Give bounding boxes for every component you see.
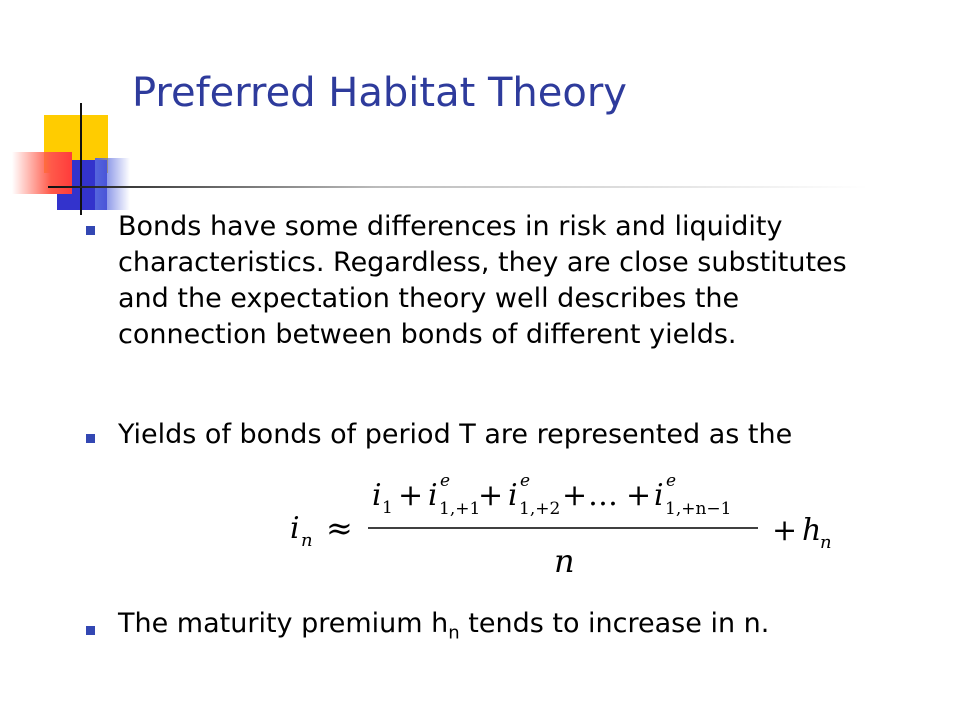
formula-num-t2-sup: e (440, 471, 451, 491)
formula-num-t4: i (654, 478, 664, 513)
formula-lhs-sub: n (301, 530, 313, 551)
formula-plus-1: + (398, 478, 424, 513)
formula-lhs-var: i (290, 511, 300, 546)
formula-plus-2: + (478, 478, 504, 513)
formula-num-t2: i (428, 478, 438, 513)
formula-rhs-var: h (802, 513, 822, 548)
formula-num-t3-sub: 1,+2 (519, 499, 561, 519)
decor-blue-fade (95, 158, 130, 210)
bullet-marker-3 (86, 626, 95, 635)
formula-denominator: n (554, 542, 575, 580)
formula-ellipsis: … (588, 478, 618, 513)
bullet-text-1: Bonds have some differences in risk and liquidity characteristics. Regardless, they are close substitutes and the expectation theory well describes the connection between bonds of different yields. (118, 211, 847, 350)
formula-approx: ≈ (326, 509, 353, 547)
formula-num-t1-sub: 1 (382, 498, 393, 518)
formula-plus-3: + (562, 478, 588, 513)
decor-vertical-line (80, 103, 82, 215)
formula-rhs-sub: n (820, 532, 832, 553)
yield-formula (282, 458, 852, 580)
title-underline (48, 186, 868, 188)
slide-title: Preferred Habitat Theory (132, 70, 627, 116)
bullet-marker-2 (86, 434, 95, 443)
formula-num-t3-sup: e (520, 471, 531, 491)
formula-plus-4: + (626, 478, 652, 513)
bullet-3-prefix: The maturity premium h (118, 608, 449, 639)
bullet-text-2: Yields of bonds of period T are represented as the (118, 419, 793, 450)
bullet-3-suffix: tends to increase in n. (459, 608, 770, 639)
bullet-3-subscript: n (448, 622, 460, 644)
formula-num-t3: i (508, 478, 518, 513)
formula-rhs-plus: + (772, 513, 798, 548)
formula-num-t1: i (372, 478, 382, 513)
bullet-marker-1 (86, 226, 95, 235)
formula-num-t4-sub: 1,+n−1 (665, 499, 732, 519)
formula-num-t4-sup: e (666, 471, 677, 491)
formula-num-t2-sub: 1,+1 (439, 499, 481, 519)
bullet-text-3 (118, 606, 878, 651)
